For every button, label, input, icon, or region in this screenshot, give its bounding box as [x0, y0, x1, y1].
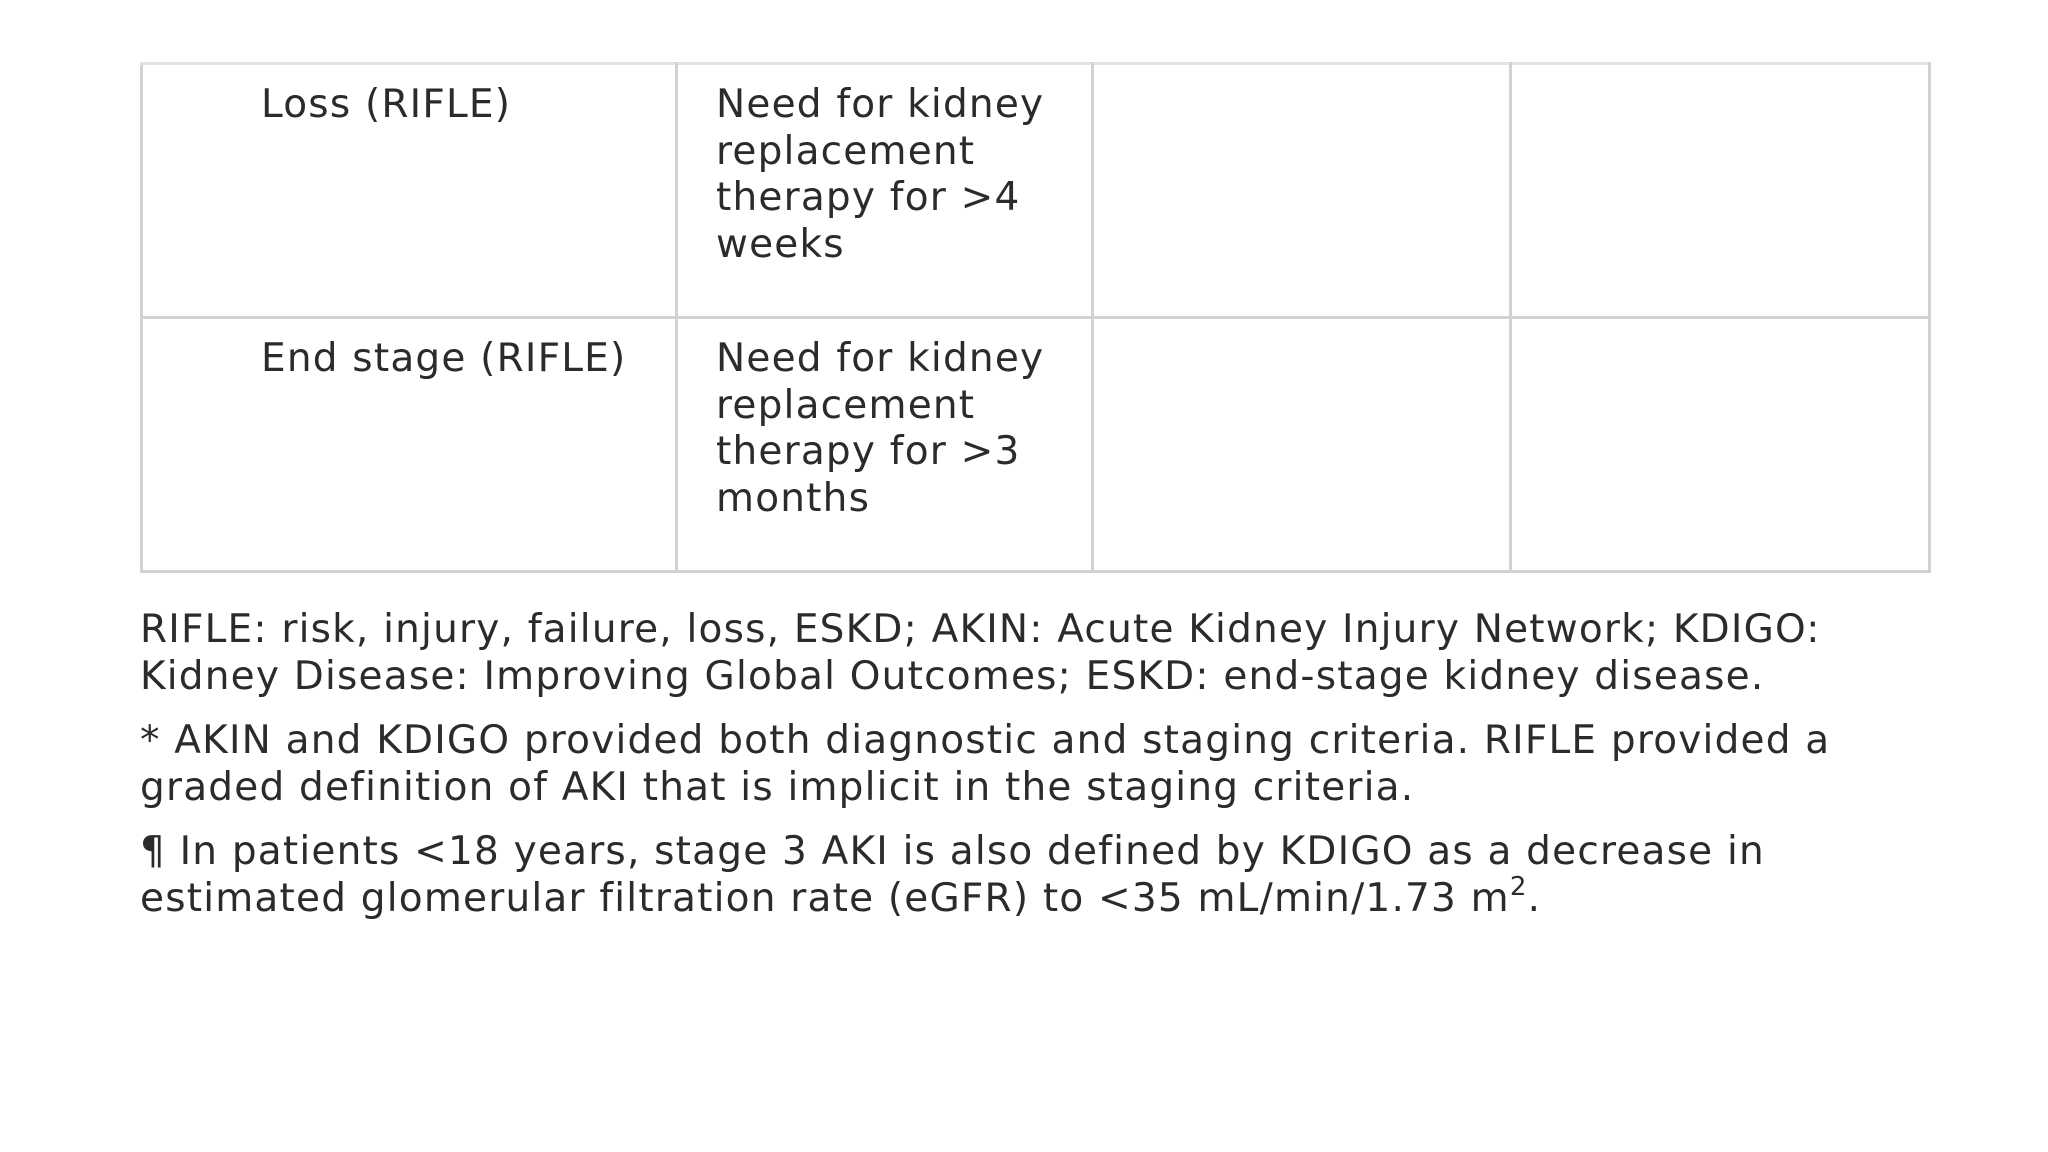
superscript-exponent: 2 [1509, 871, 1528, 902]
definition-cell: Need for kidney replacement therapy for >3 months [677, 318, 1093, 572]
stage-cell: End stage (RIFLE) [142, 318, 677, 572]
pilcrow-footnote-text: ¶ In patients <18 years, stage 3 AKI is also defined by KDIGO as a decrease in estimated glomerular filtration rate (eGFR) to <35 mL/min/1.73 m [140, 829, 1765, 921]
pilcrow-footnote [140, 829, 1900, 922]
empty-cell [1511, 318, 1930, 572]
stage-cell: Loss (RIFLE) [142, 64, 677, 318]
asterisk-footnote: * AKIN and KDIGO provided both diagnostic and staging criteria. RIFLE provided a graded definition of AKI that is implicit in the staging criteria. [140, 718, 1831, 810]
document-body [140, 62, 1928, 940]
pilcrow-footnote-end: . [1527, 875, 1542, 921]
empty-cell [1093, 318, 1511, 572]
aki-criteria-table [140, 62, 1931, 573]
table-row [142, 64, 1930, 318]
abbreviations-footnote: RIFLE: risk, injury, failure, loss, ESKD; AKIN: Acute Kidney Injury Network; KDIGO: Kidney Disease: Improving Global Outcomes; ESKD: end-stage kidney disease. [140, 607, 1821, 699]
definition-cell: Need for kidney replacement therapy for >4 weeks [677, 64, 1093, 318]
empty-cell [1511, 64, 1930, 318]
table-footnotes [140, 607, 1928, 922]
empty-cell [1093, 64, 1511, 318]
table-row [142, 318, 1930, 572]
